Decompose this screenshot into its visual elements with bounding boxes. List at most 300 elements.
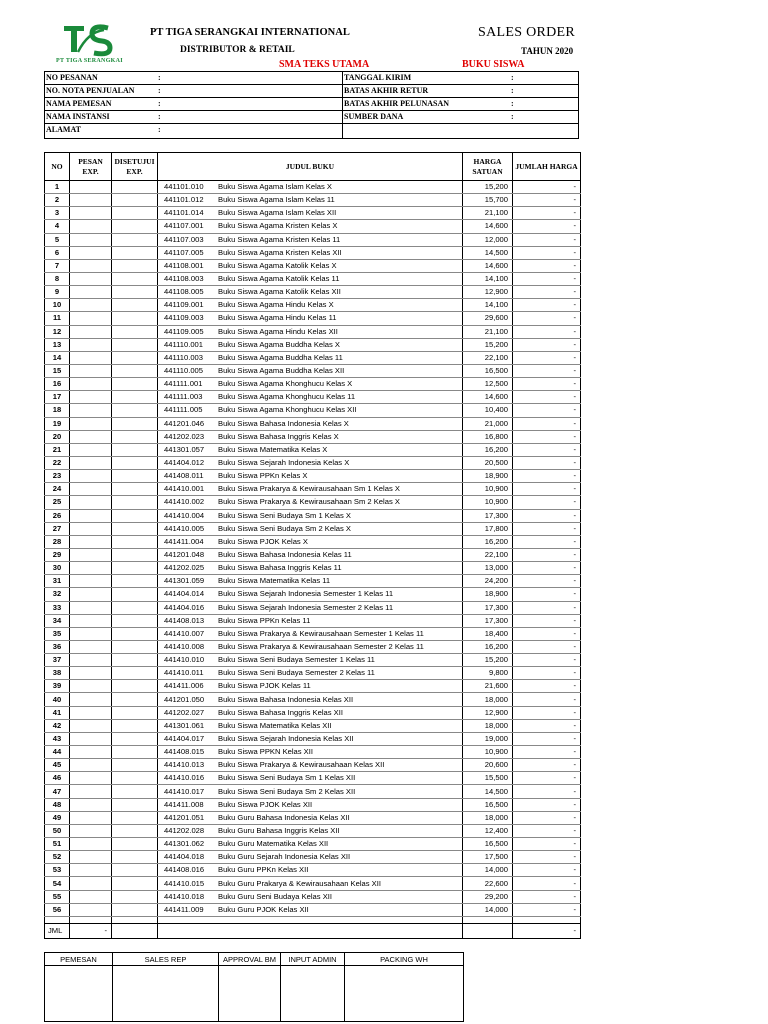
row-amount: -	[513, 811, 581, 824]
table-row	[45, 562, 581, 575]
row-disetujui-input[interactable]	[112, 535, 158, 548]
row-disetujui-input[interactable]	[112, 181, 158, 194]
row-amount: -	[513, 470, 581, 483]
row-amount: -	[513, 456, 581, 469]
table-row	[45, 194, 581, 207]
book-code: 441301.062	[164, 839, 205, 849]
book-title: Buku Siswa Prakarya & Kewirausahaan Sm 1 Kelas X	[218, 484, 400, 494]
total-harga	[463, 923, 513, 938]
row-disetujui-input[interactable]	[112, 903, 158, 916]
row-number: 17	[45, 391, 70, 404]
row-pesan-input[interactable]	[70, 483, 112, 496]
row-price: 14,500	[463, 785, 513, 798]
row-pesan-input[interactable]	[70, 864, 112, 877]
row-number: 45	[45, 759, 70, 772]
row-amount: -	[513, 430, 581, 443]
row-disetujui-input[interactable]	[112, 470, 158, 483]
row-disetujui-input[interactable]	[112, 233, 158, 246]
row-amount: -	[513, 391, 581, 404]
row-pesan-input[interactable]	[70, 759, 112, 772]
row-book	[158, 299, 463, 312]
book-code: 441107.003	[164, 234, 204, 244]
row-book	[158, 470, 463, 483]
total-disetujui[interactable]	[112, 923, 158, 938]
field-label: NO PESANAN	[46, 73, 98, 82]
row-price: 15,200	[463, 181, 513, 194]
row-disetujui-input[interactable]	[112, 364, 158, 377]
book-title: Buku Siswa PPKn Kelas X	[218, 471, 308, 481]
row-disetujui-input[interactable]	[112, 259, 158, 272]
book-title: Buku Siswa Bahasa Indonesia Kelas X	[218, 418, 349, 428]
row-disetujui-input[interactable]	[112, 601, 158, 614]
row-pesan-input[interactable]	[70, 627, 112, 640]
row-price: 18,900	[463, 588, 513, 601]
row-amount: -	[513, 404, 581, 417]
row-price: 10,400	[463, 404, 513, 417]
row-pesan-input[interactable]	[70, 207, 112, 220]
row-book	[158, 181, 463, 194]
row-pesan-input[interactable]	[70, 259, 112, 272]
book-code: 441110.001	[164, 339, 203, 349]
table-row	[45, 496, 581, 509]
row-number: 24	[45, 483, 70, 496]
row-disetujui-input[interactable]	[112, 417, 158, 430]
row-pesan-input[interactable]	[70, 575, 112, 588]
row-disetujui-input[interactable]	[112, 246, 158, 259]
table-row	[45, 614, 581, 627]
row-book	[158, 693, 463, 706]
row-book	[158, 851, 463, 864]
table-row	[45, 246, 581, 259]
table-row	[45, 706, 581, 719]
row-pesan-input[interactable]	[70, 903, 112, 916]
sig-box-input-admin[interactable]	[281, 966, 345, 1022]
field-label: NO. NOTA PENJUALAN	[46, 86, 135, 95]
book-title: Buku Siswa Agama Kristen Kelas XII	[218, 247, 342, 257]
field-label: BATAS AKHIR PELUNASAN	[344, 99, 450, 108]
row-book	[158, 312, 463, 325]
row-disetujui-input[interactable]	[112, 890, 158, 903]
row-price: 14,600	[463, 259, 513, 272]
book-code: 441109.003	[164, 313, 204, 323]
book-title: Buku Siswa Seni Budaya Sm 1 Kelas XII	[218, 773, 356, 783]
row-pesan-input[interactable]	[70, 456, 112, 469]
row-disetujui-input[interactable]	[112, 443, 158, 456]
row-disetujui-input[interactable]	[112, 194, 158, 207]
table-row	[45, 588, 581, 601]
row-pesan-input[interactable]	[70, 811, 112, 824]
row-disetujui-input[interactable]	[112, 759, 158, 772]
row-number: 37	[45, 654, 70, 667]
book-code: 441111.005	[164, 405, 203, 415]
row-pesan-input[interactable]	[70, 194, 112, 207]
book-title: Buku Siswa Agama Hindu Kelas XII	[218, 326, 338, 336]
row-disetujui-input[interactable]	[112, 851, 158, 864]
row-disetujui-input[interactable]	[112, 772, 158, 785]
row-number: 22	[45, 456, 70, 469]
row-pesan-input[interactable]	[70, 798, 112, 811]
row-disetujui-input[interactable]	[112, 509, 158, 522]
row-pesan-input[interactable]	[70, 404, 112, 417]
row-disetujui-input[interactable]	[112, 404, 158, 417]
row-disetujui-input[interactable]	[112, 706, 158, 719]
row-disetujui-input[interactable]	[112, 286, 158, 299]
row-disetujui-input[interactable]	[112, 811, 158, 824]
row-disetujui-input[interactable]	[112, 864, 158, 877]
row-price: 15,700	[463, 194, 513, 207]
total-pesan[interactable]: -	[70, 923, 112, 938]
row-price: 15,200	[463, 654, 513, 667]
row-book	[158, 667, 463, 680]
row-pesan-input[interactable]	[70, 785, 112, 798]
col-header-jumlah: JUMLAH HARGA	[513, 153, 581, 181]
row-pesan-input[interactable]	[70, 654, 112, 667]
row-number: 51	[45, 838, 70, 851]
table-total-row	[45, 923, 581, 938]
table-row	[45, 456, 581, 469]
row-price: 15,500	[463, 772, 513, 785]
table-row	[45, 417, 581, 430]
row-price: 17,300	[463, 601, 513, 614]
book-title: Buku Siswa Bahasa Inggris Kelas X	[218, 431, 339, 441]
field-colon: :	[158, 73, 161, 82]
book-title: Buku Siswa PJOK Kelas XII	[218, 799, 313, 809]
book-title: Buku Siswa Agama Khonghucu Kelas XII	[218, 405, 357, 415]
book-code: 441410.005	[164, 523, 205, 533]
row-disetujui-input[interactable]	[112, 746, 158, 759]
row-amount: -	[513, 746, 581, 759]
row-amount: -	[513, 719, 581, 732]
row-number: 43	[45, 732, 70, 745]
row-price: 14,100	[463, 299, 513, 312]
sig-box-packing-wh[interactable]	[345, 966, 464, 1022]
row-amount: -	[513, 654, 581, 667]
row-pesan-input[interactable]	[70, 220, 112, 233]
col-header-harga: HARGA SATUAN	[463, 153, 513, 181]
row-number: 8	[45, 272, 70, 285]
row-amount: -	[513, 601, 581, 614]
row-amount: -	[513, 903, 581, 916]
sig-box-sales-rep[interactable]	[113, 966, 219, 1022]
row-book	[158, 824, 463, 837]
table-row	[45, 811, 581, 824]
row-number: 2	[45, 194, 70, 207]
book-title: Buku Siswa Bahasa Inggris Kelas XII	[218, 707, 343, 717]
col-header-no: NO	[45, 153, 70, 181]
row-pesan-input[interactable]	[70, 746, 112, 759]
book-title: Buku Guru Bahasa Inggris Kelas XII	[218, 825, 340, 835]
row-book	[158, 706, 463, 719]
book-title: Buku Siswa Agama Islam Kelas XII	[218, 208, 337, 218]
book-code: 441107.001	[164, 221, 204, 231]
row-pesan-input[interactable]	[70, 233, 112, 246]
row-amount: -	[513, 824, 581, 837]
row-amount: -	[513, 483, 581, 496]
book-code: 441202.023	[164, 431, 205, 441]
col-header-pesan: PESAN EXP.	[70, 153, 112, 181]
row-disetujui-input[interactable]	[112, 496, 158, 509]
row-pesan-input[interactable]	[70, 562, 112, 575]
row-number: 3	[45, 207, 70, 220]
row-pesan-input[interactable]	[70, 417, 112, 430]
field-label: TANGGAL KIRIM	[344, 73, 412, 82]
row-disetujui-input[interactable]	[112, 562, 158, 575]
row-disetujui-input[interactable]	[112, 798, 158, 811]
row-price: 18,900	[463, 470, 513, 483]
row-disetujui-input[interactable]	[112, 654, 158, 667]
row-amount: -	[513, 877, 581, 890]
row-pesan-input[interactable]	[70, 601, 112, 614]
row-number: 46	[45, 772, 70, 785]
book-code: 441410.002	[164, 497, 205, 507]
row-pesan-input[interactable]	[70, 522, 112, 535]
row-book	[158, 496, 463, 509]
row-pesan-input[interactable]	[70, 338, 112, 351]
table-row	[45, 325, 581, 338]
row-pesan-input[interactable]	[70, 824, 112, 837]
row-pesan-input[interactable]	[70, 680, 112, 693]
row-book	[158, 627, 463, 640]
row-price: 16,200	[463, 640, 513, 653]
row-book	[158, 272, 463, 285]
book-code: 441410.013	[164, 760, 205, 770]
row-disetujui-input[interactable]	[112, 640, 158, 653]
row-pesan-input[interactable]	[70, 286, 112, 299]
row-pesan-input[interactable]	[70, 640, 112, 653]
row-book	[158, 759, 463, 772]
row-pesan-input[interactable]	[70, 706, 112, 719]
row-price: 18,000	[463, 811, 513, 824]
row-disetujui-input[interactable]	[112, 430, 158, 443]
table-row	[45, 627, 581, 640]
book-code: 441101.012	[164, 195, 204, 205]
total-title	[158, 923, 463, 938]
row-disetujui-input[interactable]	[112, 351, 158, 364]
row-disetujui-input[interactable]	[112, 824, 158, 837]
table-row	[45, 509, 581, 522]
row-pesan-input[interactable]	[70, 772, 112, 785]
field-alamat[interactable]	[45, 124, 342, 137]
row-number: 31	[45, 575, 70, 588]
table-row	[45, 838, 581, 851]
row-number: 12	[45, 325, 70, 338]
field-colon: :	[511, 86, 514, 95]
book-code: 441410.007	[164, 628, 205, 638]
book-title: Buku Siswa Prakarya & Kewirausahaan Sm 2 Kelas X	[218, 497, 400, 507]
row-number: 49	[45, 811, 70, 824]
row-book	[158, 220, 463, 233]
table-row	[45, 851, 581, 864]
book-title: Buku Siswa Matematika Kelas 11	[218, 576, 331, 586]
row-book	[158, 535, 463, 548]
row-book	[158, 785, 463, 798]
row-pesan-input[interactable]	[70, 391, 112, 404]
row-disetujui-input[interactable]	[112, 719, 158, 732]
row-disetujui-input[interactable]	[112, 456, 158, 469]
book-title: Buku Siswa PPKn Kelas 11	[218, 615, 311, 625]
book-title: Buku Guru PPKn Kelas XII	[218, 865, 309, 875]
row-disetujui-input[interactable]	[112, 785, 158, 798]
row-pesan-input[interactable]	[70, 496, 112, 509]
table-row	[45, 299, 581, 312]
row-price: 10,900	[463, 483, 513, 496]
book-title: Buku Siswa Agama Kristen Kelas X	[218, 221, 338, 231]
row-disetujui-input[interactable]	[112, 548, 158, 561]
table-row	[45, 272, 581, 285]
row-amount: -	[513, 562, 581, 575]
row-book	[158, 890, 463, 903]
row-book	[158, 194, 463, 207]
table-row	[45, 391, 581, 404]
row-disetujui-input[interactable]	[112, 627, 158, 640]
row-pesan-input[interactable]	[70, 181, 112, 194]
row-number: 15	[45, 364, 70, 377]
row-number: 55	[45, 890, 70, 903]
row-disetujui-input[interactable]	[112, 614, 158, 627]
row-book	[158, 903, 463, 916]
row-number: 54	[45, 877, 70, 890]
book-code: 441201.046	[164, 418, 205, 428]
row-number: 23	[45, 470, 70, 483]
book-title: Buku Siswa Agama Buddha Kelas X	[218, 339, 340, 349]
row-price: 21,100	[463, 207, 513, 220]
row-pesan-input[interactable]	[70, 719, 112, 732]
sig-box-approval-bm[interactable]	[219, 966, 281, 1022]
row-book	[158, 680, 463, 693]
field-label: NAMA PEMESAN	[46, 99, 112, 108]
row-pesan-input[interactable]	[70, 693, 112, 706]
row-disetujui-input[interactable]	[112, 312, 158, 325]
row-pesan-input[interactable]	[70, 364, 112, 377]
row-pesan-input[interactable]	[70, 667, 112, 680]
row-book	[158, 483, 463, 496]
book-code: 441108.001	[164, 260, 204, 270]
row-disetujui-input[interactable]	[112, 588, 158, 601]
field-colon: :	[511, 99, 514, 108]
row-number: 41	[45, 706, 70, 719]
row-price: 14,000	[463, 864, 513, 877]
row-amount: -	[513, 772, 581, 785]
row-amount: -	[513, 443, 581, 456]
book-code: 441111.003	[164, 392, 203, 402]
row-number: 40	[45, 693, 70, 706]
row-pesan-input[interactable]	[70, 877, 112, 890]
sig-header-sales-rep: SALES REP	[113, 953, 219, 966]
row-disetujui-input[interactable]	[112, 693, 158, 706]
row-pesan-input[interactable]	[70, 470, 112, 483]
book-code: 441111.001	[164, 379, 203, 389]
row-pesan-input[interactable]	[70, 312, 112, 325]
row-book	[158, 798, 463, 811]
table-row	[45, 903, 581, 916]
table-row	[45, 181, 581, 194]
row-amount: -	[513, 614, 581, 627]
row-number: 47	[45, 785, 70, 798]
row-price: 13,000	[463, 562, 513, 575]
row-pesan-input[interactable]	[70, 430, 112, 443]
row-disetujui-input[interactable]	[112, 220, 158, 233]
row-pesan-input[interactable]	[70, 614, 112, 627]
row-book	[158, 391, 463, 404]
row-disetujui-input[interactable]	[112, 378, 158, 391]
row-disetujui-input[interactable]	[112, 272, 158, 285]
row-disetujui-input[interactable]	[112, 877, 158, 890]
row-pesan-input[interactable]	[70, 588, 112, 601]
row-amount: -	[513, 522, 581, 535]
row-pesan-input[interactable]	[70, 509, 112, 522]
row-amount: -	[513, 272, 581, 285]
row-disetujui-input[interactable]	[112, 680, 158, 693]
row-disetujui-input[interactable]	[112, 575, 158, 588]
row-pesan-input[interactable]	[70, 272, 112, 285]
book-title: Buku Siswa Matematika Kelas XII	[218, 720, 332, 730]
row-price: 29,200	[463, 890, 513, 903]
row-pesan-input[interactable]	[70, 890, 112, 903]
row-pesan-input[interactable]	[70, 732, 112, 745]
row-disetujui-input[interactable]	[112, 207, 158, 220]
row-pesan-input[interactable]	[70, 851, 112, 864]
row-pesan-input[interactable]	[70, 535, 112, 548]
row-disetujui-input[interactable]	[112, 299, 158, 312]
row-amount: -	[513, 207, 581, 220]
row-disetujui-input[interactable]	[112, 391, 158, 404]
row-book	[158, 417, 463, 430]
sig-box-pemesan[interactable]	[45, 966, 113, 1022]
row-disetujui-input[interactable]	[112, 732, 158, 745]
row-pesan-input[interactable]	[70, 246, 112, 259]
row-number: 52	[45, 851, 70, 864]
book-title: Buku Siswa Agama Katolik Kelas XII	[218, 287, 341, 297]
book-code: 441410.004	[164, 510, 205, 520]
book-title: Buku Siswa PJOK Kelas 11	[218, 681, 311, 691]
book-code: 441108.005	[164, 287, 204, 297]
row-amount: -	[513, 693, 581, 706]
row-pesan-input[interactable]	[70, 299, 112, 312]
book-title: Buku Siswa Agama Hindu Kelas X	[218, 300, 334, 310]
book-code: 441301.057	[164, 444, 205, 454]
row-pesan-input[interactable]	[70, 325, 112, 338]
row-pesan-input[interactable]	[70, 548, 112, 561]
table-row	[45, 443, 581, 456]
table-row	[45, 483, 581, 496]
book-code: 441408.016	[164, 865, 205, 875]
book-code: 441109.005	[164, 326, 204, 336]
row-pesan-input[interactable]	[70, 838, 112, 851]
row-number: 36	[45, 640, 70, 653]
row-disetujui-input[interactable]	[112, 522, 158, 535]
row-book	[158, 654, 463, 667]
book-code: 441408.011	[164, 471, 204, 481]
field-colon: :	[511, 73, 514, 82]
row-number: 33	[45, 601, 70, 614]
row-disetujui-input[interactable]	[112, 338, 158, 351]
table-row	[45, 338, 581, 351]
book-code: 441410.018	[164, 891, 205, 901]
row-disetujui-input[interactable]	[112, 325, 158, 338]
book-code: 441201.048	[164, 550, 205, 559]
row-pesan-input[interactable]	[70, 378, 112, 391]
row-number: 9	[45, 286, 70, 299]
row-pesan-input[interactable]	[70, 351, 112, 364]
row-amount: -	[513, 496, 581, 509]
row-disetujui-input[interactable]	[112, 667, 158, 680]
row-disetujui-input[interactable]	[112, 483, 158, 496]
row-disetujui-input[interactable]	[112, 838, 158, 851]
row-price: 12,000	[463, 233, 513, 246]
row-amount: -	[513, 338, 581, 351]
book-title: Buku Siswa Agama Kristen Kelas 11	[218, 234, 341, 244]
row-pesan-input[interactable]	[70, 443, 112, 456]
